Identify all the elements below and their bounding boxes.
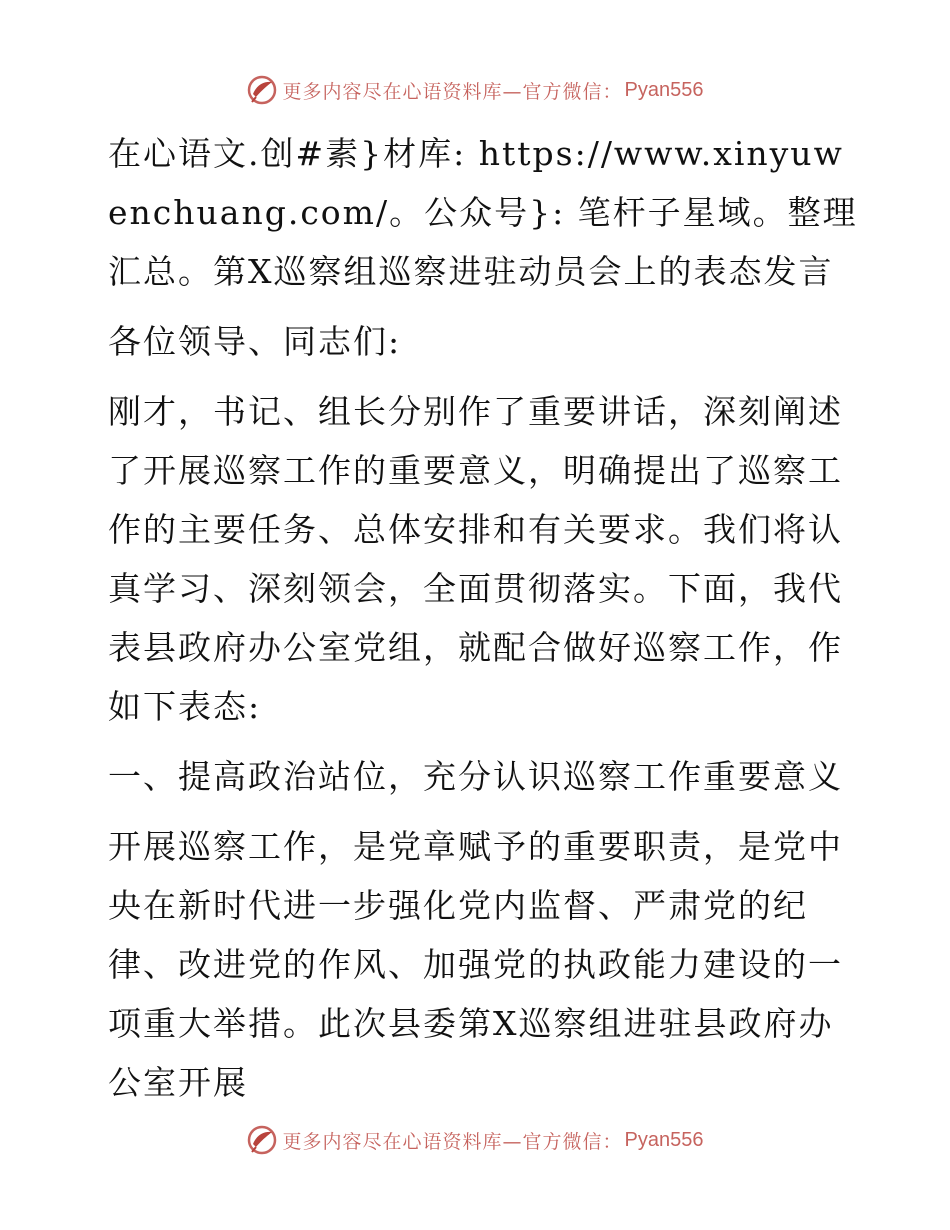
footer-watermark-banner (0, 1120, 950, 1160)
section-heading-1: 一、提高政治站位，充分认识巡察工作重要意义 (108, 757, 843, 796)
paragraph-opening: 刚才，书记、组长分别作了重要讲话，深刻阐述了开展巡察工作的重要意义，明确提出了巡察工作的主要任务、总体安排和有关要求。我们将认真学习、深刻领会，全面贯彻落实。下面，我代表县政府办公室党组，就配合做好巡察工作，作如下表态: (108, 392, 843, 726)
header-banner-id: Pyan556 (624, 78, 704, 101)
paragraph-intro: 在心语文.创#素}材库: https://www.xinyuwenchuang.com/。公众号}: 笔杆子星域。整理汇总。第X巡察组巡察进驻动员会上的表态发言 (108, 134, 858, 291)
footer-banner-text: 更多内容尽在心语资料库—官方微信： (282, 1130, 623, 1153)
pen-logo-icon (247, 75, 277, 105)
pen-logo-icon (247, 1125, 277, 1155)
document-body (98, 124, 858, 1123)
header-watermark-banner (0, 70, 950, 110)
paragraph-section-1: 开展巡察工作，是党章赋予的重要职责，是党中央在新时代进一步强化党内监督、严肃党的纪律、改进党的作风、加强党的执政能力建设的一项重大举措。此次县委第X巡察组进驻县政府办公室开展 (108, 827, 843, 1102)
header-banner-text: 更多内容尽在心语资料库—官方微信： (282, 80, 623, 103)
paragraph-salutation: 各位领导、同志们: (108, 322, 402, 361)
footer-banner-id: Pyan556 (624, 1128, 704, 1151)
